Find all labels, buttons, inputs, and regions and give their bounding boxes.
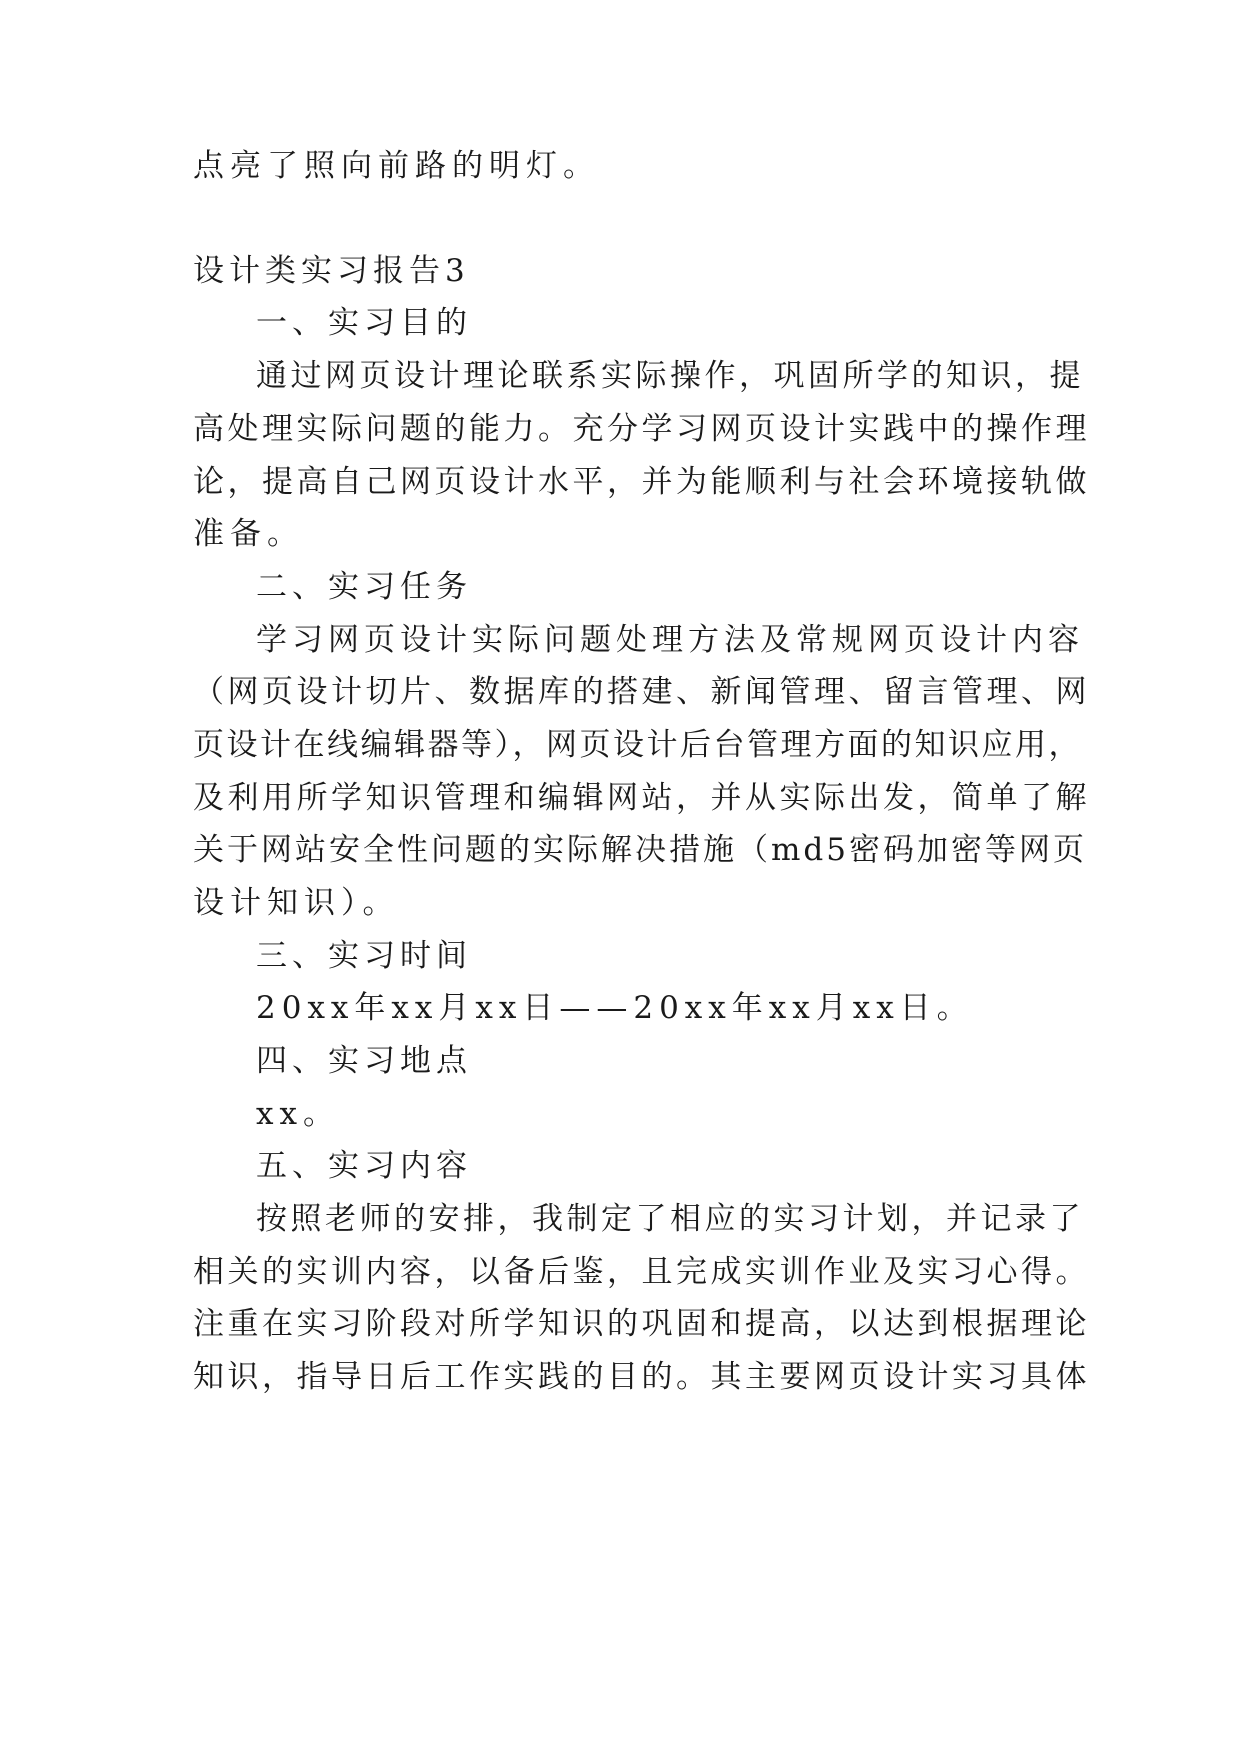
- paragraph-line: 关于网站安全性问题的实际解决措施（md5密码加密等网页: [193, 832, 1087, 868]
- paragraph-line: 相关的实训内容，以备后鉴，且完成实训作业及实习心得。: [193, 1254, 1090, 1290]
- paragraph-line: xx。: [256, 1096, 340, 1132]
- paragraph-line: 及利用所学知识管理和编辑网站，并从实际出发，简单了解: [193, 780, 1090, 816]
- heading-location: 四、实习地点: [256, 1043, 472, 1079]
- heading-tasks: 二、实习任务: [256, 569, 472, 605]
- paragraph-line: 学习网页设计实际问题处理方法及常规网页设计内容: [256, 622, 1084, 658]
- paragraph-line: 通过网页设计理论联系实际操作，巩固所学的知识，提: [256, 358, 1084, 394]
- paragraph-line: 设计知识）。: [193, 885, 400, 921]
- paragraph-line: 高处理实际问题的能力。充分学习网页设计实践中的操作理: [193, 411, 1090, 447]
- paragraph-line: （网页设计切片、数据库的搭建、新闻管理、留言管理、网: [193, 674, 1090, 710]
- paragraph-line: 注重在实习阶段对所学知识的巩固和提高，以达到根据理论: [193, 1306, 1090, 1342]
- paragraph-line: 论，提高自己网页设计水平，并为能顺利与社会环境接轨做: [193, 464, 1090, 500]
- paragraph-line: 按照老师的安排，我制定了相应的实习计划，并记录了: [256, 1201, 1084, 1237]
- paragraph-line: 页设计在线编辑器等），网页设计后台管理方面的知识应用，: [193, 727, 1082, 763]
- heading-content: 五、实习内容: [256, 1148, 472, 1184]
- paragraph-line: 准备。: [193, 516, 304, 552]
- previous-section-tail: 点亮了照向前路的明灯。: [193, 148, 600, 184]
- heading-purpose: 一、实习目的: [256, 305, 472, 341]
- paragraph-line: 20xx年xx月xx日——20xx年xx月xx日。: [256, 990, 974, 1026]
- heading-time: 三、实习时间: [256, 938, 472, 974]
- paragraph-line: 知识，指导日后工作实践的目的。其主要网页设计实习具体: [193, 1359, 1090, 1395]
- section-title: 设计类实习报告3: [193, 253, 470, 289]
